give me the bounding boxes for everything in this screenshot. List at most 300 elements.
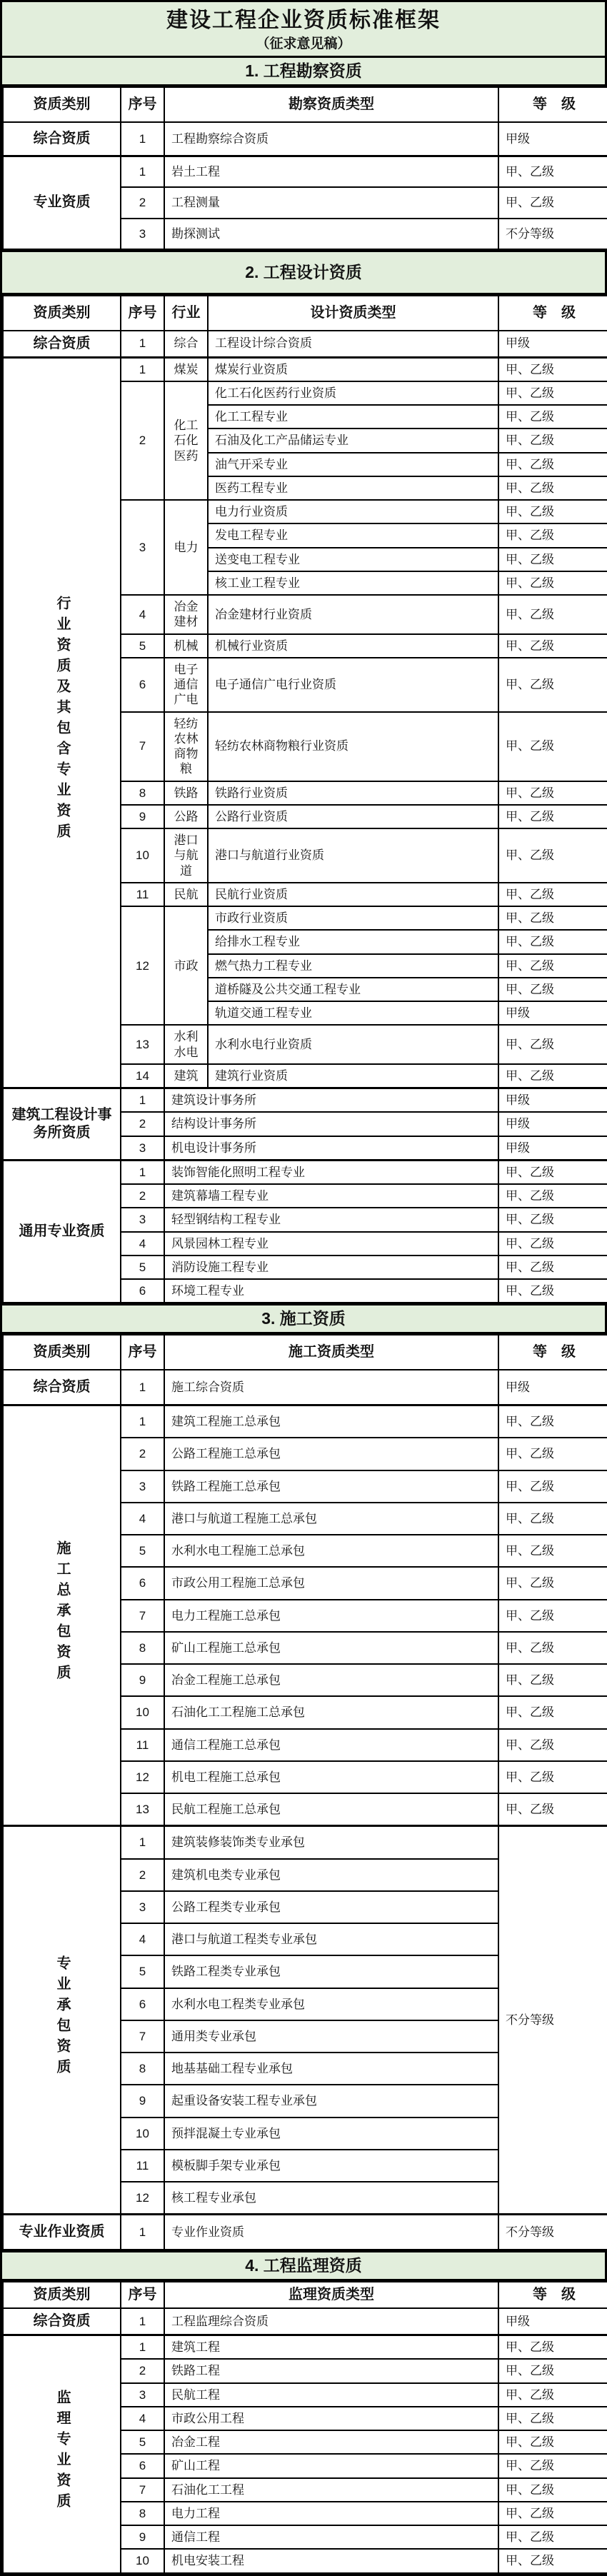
- grade-cell: 甲、乙级: [498, 1664, 607, 1696]
- index-cell: 8: [121, 2502, 164, 2525]
- type-cell: 机电安装工程: [164, 2549, 498, 2572]
- type-cell: 机电设计事务所: [164, 1136, 498, 1161]
- industry-cell: [164, 381, 208, 500]
- industry-cell-text: 市政: [174, 958, 199, 973]
- index-cell: 1: [121, 331, 164, 358]
- index-cell: 10: [121, 1696, 164, 1728]
- index-cell: 1: [121, 1405, 164, 1438]
- column-header: 序号: [121, 2282, 164, 2308]
- category-cell: 通用专业资质: [3, 1160, 121, 1303]
- index-cell: 11: [121, 883, 164, 906]
- grade-cell: 甲、乙级: [498, 828, 607, 883]
- index-cell: 7: [121, 2478, 164, 2502]
- industry-cell: [164, 595, 208, 634]
- grade-cell: 甲级: [498, 1001, 607, 1025]
- category-cell-text: 行业资质及其包含专业资质: [54, 596, 70, 845]
- grade-cell: 甲、乙级: [498, 1405, 607, 1438]
- column-header: 序号: [121, 296, 164, 331]
- type-cell: 市政行业资质: [208, 906, 498, 930]
- index-cell: 1: [121, 2215, 164, 2250]
- grade-cell: 甲、乙级: [498, 571, 607, 595]
- type-cell: 电力工程施工总承包: [164, 1600, 498, 1632]
- grade-cell: 甲、乙级: [498, 2383, 607, 2407]
- index-cell: 12: [121, 1761, 164, 1793]
- grade-cell: 甲级: [498, 2308, 607, 2335]
- header-row: [3, 87, 607, 122]
- type-cell: 民航工程施工总承包: [164, 1793, 498, 1826]
- type-cell: 风景园林工程专业: [164, 1232, 498, 1256]
- type-cell: 铁路工程: [164, 2359, 498, 2382]
- type-cell: 轨道交通工程专业: [208, 1001, 498, 1025]
- category-cell: [3, 2335, 121, 2573]
- column-header: 序号: [121, 87, 164, 122]
- type-cell: 电力工程: [164, 2502, 498, 2525]
- grade-cell: 甲、乙级: [498, 1025, 607, 1064]
- index-cell: 1: [121, 2335, 164, 2360]
- index-cell: 2: [121, 381, 164, 500]
- type-cell: 消防设施工程专业: [164, 1256, 498, 1279]
- grade-cell: 甲、乙级: [498, 1064, 607, 1088]
- grade-cell: 甲、乙级: [498, 2525, 607, 2549]
- type-cell: 模板脚手架专业承包: [164, 2150, 498, 2182]
- category-cell: 综合资质: [3, 122, 121, 156]
- type-cell: 工程勘察综合资质: [164, 122, 498, 156]
- type-cell: 电子通信广电行业资质: [208, 658, 498, 712]
- industry-cell: [164, 906, 208, 1025]
- index-cell: 3: [121, 219, 164, 249]
- type-cell: 燃气热力工程专业: [208, 954, 498, 978]
- type-cell: 结构设计事务所: [164, 1112, 498, 1136]
- grade-cell: 甲、乙级: [498, 781, 607, 805]
- column-header: 资质类别: [3, 1335, 121, 1370]
- grade-cell: 甲级: [498, 1370, 607, 1405]
- type-cell: 轻型钢结构工程专业: [164, 1208, 498, 1231]
- table-row: [3, 1826, 607, 1859]
- type-cell: 化工工程专业: [208, 405, 498, 429]
- index-cell: 2: [121, 187, 164, 218]
- type-cell: 工程监理综合资质: [164, 2308, 498, 2335]
- index-cell: 4: [121, 2407, 164, 2430]
- type-cell: 冶金工程: [164, 2430, 498, 2454]
- section-band: 2. 工程设计资质: [2, 250, 605, 295]
- industry-cell-text: 电力: [174, 540, 199, 554]
- qualification-table: [2, 86, 607, 250]
- grade-cell: 甲、乙级: [498, 548, 607, 571]
- category-cell: [3, 1405, 121, 1826]
- category-cell: 综合资质: [3, 2308, 121, 2335]
- grade-cell: 甲级: [498, 1136, 607, 1161]
- index-cell: 5: [121, 1535, 164, 1567]
- type-cell: 建筑幕墙工程专业: [164, 1184, 498, 1208]
- category-cell: 综合资质: [3, 331, 121, 358]
- industry-cell-text: 轻纺农林商物粮: [174, 716, 199, 776]
- type-cell: 建筑工程: [164, 2335, 498, 2360]
- type-cell: 工程测量: [164, 187, 498, 218]
- grade-cell: 甲、乙级: [498, 1535, 607, 1567]
- index-cell: 5: [121, 1256, 164, 1279]
- grade-cell: 甲、乙级: [498, 500, 607, 523]
- grade-cell: 甲、乙级: [498, 476, 607, 500]
- section-band: 3. 施工资质: [2, 1303, 605, 1334]
- grade-cell: 甲、乙级: [498, 1696, 607, 1728]
- grade-cell: 甲、乙级: [498, 381, 607, 405]
- type-cell: 岩土工程: [164, 156, 498, 188]
- column-header: 序号: [121, 1335, 164, 1370]
- grade-cell: 甲、乙级: [498, 1470, 607, 1503]
- grade-cell: 甲、乙级: [498, 1160, 607, 1184]
- section-band: 1. 工程勘察资质: [2, 56, 605, 86]
- index-cell: 6: [121, 1567, 164, 1599]
- industry-cell-text: 冶金建材: [174, 600, 199, 629]
- section-supervision: [2, 2250, 605, 2573]
- index-cell: 2: [121, 1184, 164, 1208]
- qualification-table: [2, 1334, 607, 2250]
- index-cell: 3: [121, 1891, 164, 1923]
- grade-cell: 甲、乙级: [498, 930, 607, 953]
- type-cell: 公路工程施工总承包: [164, 1438, 498, 1470]
- index-cell: 1: [121, 2308, 164, 2335]
- column-header: 监理资质类型: [164, 2282, 498, 2308]
- index-cell: 1: [121, 1826, 164, 1859]
- category-cell: 综合资质: [3, 1370, 121, 1405]
- grade-cell: 甲、乙级: [498, 712, 607, 781]
- grade-cell: 甲、乙级: [498, 1232, 607, 1256]
- industry-cell-text: 建筑: [174, 1068, 199, 1083]
- index-cell: 8: [121, 2053, 164, 2085]
- document-subtitle: （征求意见稿）: [256, 36, 351, 51]
- grade-cell: 甲、乙级: [498, 2407, 607, 2430]
- index-cell: 1: [121, 357, 164, 381]
- index-cell: 12: [121, 2182, 164, 2215]
- table-row: [3, 357, 607, 381]
- index-cell: 6: [121, 1279, 164, 1303]
- grade-cell: 甲、乙级: [498, 523, 607, 547]
- industry-cell: [164, 883, 208, 906]
- index-cell: 7: [121, 1600, 164, 1632]
- grade-cell: 甲、乙级: [498, 1600, 607, 1632]
- industry-cell: [164, 828, 208, 883]
- type-cell: 给排水工程专业: [208, 930, 498, 953]
- type-cell: 石油及化工产品储运专业: [208, 429, 498, 452]
- table-row: [3, 331, 607, 358]
- index-cell: 3: [121, 1208, 164, 1231]
- grade-cell: 甲、乙级: [498, 429, 607, 452]
- index-cell: 4: [121, 1923, 164, 1955]
- industry-cell-text: 港口与航道: [174, 833, 199, 878]
- type-cell: 建筑机电类专业承包: [164, 1859, 498, 1891]
- index-cell: 5: [121, 2430, 164, 2454]
- grade-cell: 甲、乙级: [498, 1503, 607, 1535]
- grade-cell: 甲、乙级: [498, 883, 607, 906]
- type-cell: 公路行业资质: [208, 805, 498, 828]
- type-cell: 通信工程: [164, 2525, 498, 2549]
- type-cell: 煤炭行业资质: [208, 357, 498, 381]
- type-cell: 道桥隧及公共交通工程专业: [208, 978, 498, 1001]
- grade-cell: 甲、乙级: [498, 595, 607, 634]
- type-cell: 地基基础工程专业承包: [164, 2053, 498, 2085]
- type-cell: 通用类专业承包: [164, 2020, 498, 2053]
- type-cell: 通信工程施工总承包: [164, 1729, 498, 1761]
- category-cell-text: 专业承包资质: [54, 1955, 70, 2080]
- table-row: [3, 2215, 607, 2250]
- type-cell: 建筑行业资质: [208, 1064, 498, 1088]
- grade-cell: 甲、乙级: [498, 1761, 607, 1793]
- index-cell: 3: [121, 1136, 164, 1161]
- industry-cell-text: 综合: [174, 336, 199, 351]
- column-header: 勘察资质类型: [164, 87, 498, 122]
- grade-cell: 甲、乙级: [498, 2478, 607, 2502]
- index-cell: 12: [121, 906, 164, 1025]
- index-cell: 2: [121, 1859, 164, 1891]
- grade-cell: 甲级: [498, 122, 607, 156]
- document-title: 建设工程企业资质标准框架: [166, 9, 441, 32]
- index-cell: 9: [121, 1664, 164, 1696]
- type-cell: 起重设备安装工程专业承包: [164, 2085, 498, 2117]
- table-row: [3, 1405, 607, 1438]
- table-row: [3, 1370, 607, 1405]
- grade-cell: 甲级: [498, 1112, 607, 1136]
- type-cell: 电力行业资质: [208, 500, 498, 523]
- category-cell: 专业资质: [3, 156, 121, 249]
- type-cell: 铁路行业资质: [208, 781, 498, 805]
- index-cell: 10: [121, 2118, 164, 2150]
- grade-cell: 甲级: [498, 1088, 607, 1113]
- type-cell: 建筑装修装饰类专业承包: [164, 1826, 498, 1859]
- type-cell: 矿山工程施工总承包: [164, 1632, 498, 1664]
- type-cell: 矿山工程: [164, 2454, 498, 2477]
- type-cell: 轻纺农林商物粮行业资质: [208, 712, 498, 781]
- industry-cell-text: 民航: [174, 887, 199, 901]
- index-cell: 9: [121, 805, 164, 828]
- industry-cell: [164, 500, 208, 595]
- column-header: 等 级: [498, 87, 607, 122]
- type-cell: 核工业工程专业: [208, 571, 498, 595]
- document-header: [2, 2, 605, 56]
- table-row: [3, 2308, 607, 2335]
- type-cell: 预拌混凝土专业承包: [164, 2118, 498, 2150]
- type-cell: 水利水电工程施工总承包: [164, 1535, 498, 1567]
- index-cell: 2: [121, 2359, 164, 2382]
- grade-cell: 甲、乙级: [498, 1729, 607, 1761]
- grade-cell: 甲、乙级: [498, 1567, 607, 1599]
- table-row: [3, 122, 607, 156]
- table-row: [3, 1160, 607, 1184]
- index-cell: 10: [121, 2549, 164, 2572]
- industry-cell-text: 电子通信广电: [174, 662, 199, 707]
- grade-cell: 甲、乙级: [498, 1184, 607, 1208]
- index-cell: 7: [121, 2020, 164, 2053]
- index-cell: 9: [121, 2085, 164, 2117]
- index-cell: 4: [121, 1503, 164, 1535]
- grade-cell: 甲、乙级: [498, 405, 607, 429]
- index-cell: 13: [121, 1025, 164, 1064]
- table-row: [3, 1088, 607, 1113]
- index-cell: 14: [121, 1064, 164, 1088]
- type-cell: 机电工程施工总承包: [164, 1761, 498, 1793]
- industry-cell: [164, 1064, 208, 1088]
- grade-cell: 不分等级: [498, 1826, 607, 2215]
- grade-cell: 甲、乙级: [498, 906, 607, 930]
- grade-cell: 甲级: [498, 331, 607, 358]
- type-cell: 工程设计综合资质: [208, 331, 498, 358]
- index-cell: 3: [121, 2383, 164, 2407]
- type-cell: 水利水电工程类专业承包: [164, 1988, 498, 2020]
- industry-cell: [164, 805, 208, 828]
- index-cell: 5: [121, 1955, 164, 1988]
- type-cell: 专业作业资质: [164, 2215, 498, 2250]
- index-cell: 11: [121, 2150, 164, 2182]
- grade-cell: 不分等级: [498, 2215, 607, 2250]
- grade-cell: 甲、乙级: [498, 2359, 607, 2382]
- industry-cell-text: 水利水电: [174, 1030, 199, 1059]
- grade-cell: 甲、乙级: [498, 658, 607, 712]
- type-cell: 勘探测试: [164, 219, 498, 249]
- type-cell: 公路工程类专业承包: [164, 1891, 498, 1923]
- type-cell: 环境工程专业: [164, 1279, 498, 1303]
- column-header: 资质类别: [3, 2282, 121, 2308]
- type-cell: 冶金建材行业资质: [208, 595, 498, 634]
- header-row: [3, 2282, 607, 2308]
- industry-cell: [164, 781, 208, 805]
- type-cell: 油气开采专业: [208, 453, 498, 476]
- type-cell: 铁路工程施工总承包: [164, 1470, 498, 1503]
- category-cell-text: 施工总承包资质: [54, 1540, 70, 1686]
- grade-cell: 甲、乙级: [498, 2454, 607, 2477]
- industry-cell-text: 铁路: [174, 786, 199, 800]
- column-header: 行业: [164, 296, 208, 331]
- industry-cell: [164, 1025, 208, 1064]
- category-cell: [3, 1826, 121, 2215]
- index-cell: 10: [121, 828, 164, 883]
- type-cell: 核工程专业承包: [164, 2182, 498, 2215]
- industry-cell-text: 公路: [174, 809, 199, 823]
- index-cell: 2: [121, 1112, 164, 1136]
- index-cell: 13: [121, 1793, 164, 1826]
- type-cell: 市政公用工程: [164, 2407, 498, 2430]
- category-cell: 专业作业资质: [3, 2215, 121, 2250]
- table-row: [3, 156, 607, 188]
- type-cell: 施工综合资质: [164, 1370, 498, 1405]
- index-cell: 2: [121, 1438, 164, 1470]
- index-cell: 1: [121, 156, 164, 188]
- section-construction: [2, 1303, 605, 2250]
- type-cell: 石油化工工程施工总承包: [164, 1696, 498, 1728]
- type-cell: 港口与航道工程施工总承包: [164, 1503, 498, 1535]
- grade-cell: 甲、乙级: [498, 954, 607, 978]
- index-cell: 8: [121, 781, 164, 805]
- index-cell: 3: [121, 1470, 164, 1503]
- index-cell: 1: [121, 1088, 164, 1113]
- grade-cell: 甲、乙级: [498, 2549, 607, 2572]
- industry-cell: [164, 634, 208, 658]
- type-cell: 水利水电行业资质: [208, 1025, 498, 1064]
- index-cell: 1: [121, 122, 164, 156]
- column-header: 等 级: [498, 296, 607, 331]
- type-cell: 铁路工程类专业承包: [164, 1955, 498, 1988]
- type-cell: 发电工程专业: [208, 523, 498, 547]
- grade-cell: 甲、乙级: [498, 1438, 607, 1470]
- type-cell: 港口与航道行业资质: [208, 828, 498, 883]
- category-cell: 建筑工程设计事务所资质: [3, 1088, 121, 1161]
- index-cell: 1: [121, 1370, 164, 1405]
- header-row: [3, 296, 607, 331]
- type-cell: 港口与航道工程类专业承包: [164, 1923, 498, 1955]
- index-cell: 1: [121, 1160, 164, 1184]
- grade-cell: 甲、乙级: [498, 357, 607, 381]
- index-cell: 9: [121, 2525, 164, 2549]
- qualification-table: [2, 2281, 607, 2574]
- grade-cell: 甲、乙级: [498, 978, 607, 1001]
- grade-cell: 甲、乙级: [498, 805, 607, 828]
- type-cell: 民航工程: [164, 2383, 498, 2407]
- index-cell: 6: [121, 658, 164, 712]
- type-cell: 送变电工程专业: [208, 548, 498, 571]
- grade-cell: 甲、乙级: [498, 2430, 607, 2454]
- grade-cell: 甲、乙级: [498, 1632, 607, 1664]
- category-cell-text: 监理专业资质: [54, 2389, 70, 2514]
- section-band: 4. 工程监理资质: [2, 2250, 605, 2281]
- grade-cell: 甲、乙级: [498, 2502, 607, 2525]
- industry-cell-text: 化工石化医药: [174, 419, 199, 463]
- grade-cell: 不分等级: [498, 219, 607, 249]
- grade-cell: 甲、乙级: [498, 1208, 607, 1231]
- section-survey: [2, 56, 605, 250]
- grade-cell: 甲、乙级: [498, 1793, 607, 1826]
- index-cell: 6: [121, 2454, 164, 2477]
- index-cell: 4: [121, 595, 164, 634]
- grade-cell: 甲、乙级: [498, 2335, 607, 2360]
- industry-cell: [164, 331, 208, 358]
- section-design: [2, 250, 605, 1304]
- type-cell: 建筑设计事务所: [164, 1088, 498, 1113]
- type-cell: 医药工程专业: [208, 476, 498, 500]
- grade-cell: 甲、乙级: [498, 1279, 607, 1303]
- column-header: 设计资质类型: [208, 296, 498, 331]
- grade-cell: 甲、乙级: [498, 187, 607, 218]
- grade-cell: 甲、乙级: [498, 156, 607, 188]
- type-cell: 冶金工程施工总承包: [164, 1664, 498, 1696]
- index-cell: 6: [121, 1988, 164, 2020]
- type-cell: 建筑工程施工总承包: [164, 1405, 498, 1438]
- grade-cell: 甲、乙级: [498, 453, 607, 476]
- qualification-table: [2, 295, 607, 1304]
- type-cell: 石油化工工程: [164, 2478, 498, 2502]
- column-header: 等 级: [498, 2282, 607, 2308]
- column-header: 资质类别: [3, 296, 121, 331]
- grade-cell: 甲、乙级: [498, 634, 607, 658]
- type-cell: 民航行业资质: [208, 883, 498, 906]
- type-cell: 装饰智能化照明工程专业: [164, 1160, 498, 1184]
- index-cell: 5: [121, 634, 164, 658]
- industry-cell-text: 机械: [174, 638, 199, 653]
- type-cell: 化工石化医药行业资质: [208, 381, 498, 405]
- index-cell: 8: [121, 1632, 164, 1664]
- index-cell: 7: [121, 712, 164, 781]
- index-cell: 4: [121, 1232, 164, 1256]
- header-row: [3, 1335, 607, 1370]
- type-cell: 机械行业资质: [208, 634, 498, 658]
- industry-cell: [164, 712, 208, 781]
- industry-cell-text: 煤炭: [174, 362, 199, 376]
- column-header: 资质类别: [3, 87, 121, 122]
- column-header: 施工资质类型: [164, 1335, 498, 1370]
- industry-cell: [164, 357, 208, 381]
- index-cell: 11: [121, 1729, 164, 1761]
- category-cell: [3, 357, 121, 1088]
- index-cell: 3: [121, 500, 164, 595]
- type-cell: 市政公用工程施工总承包: [164, 1567, 498, 1599]
- grade-cell: 甲、乙级: [498, 1256, 607, 1279]
